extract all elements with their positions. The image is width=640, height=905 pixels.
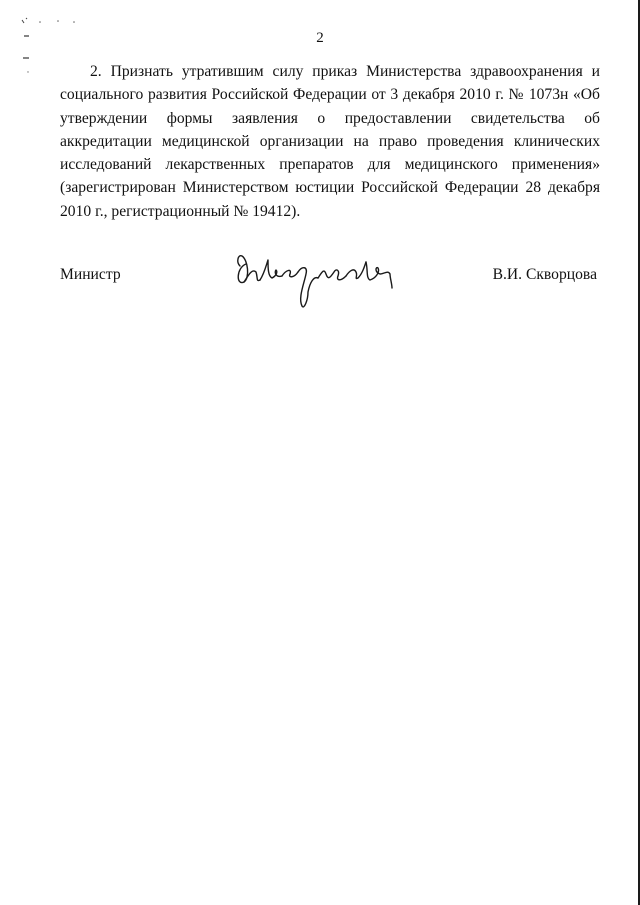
signatory-name: В.И. Скворцова <box>492 266 597 283</box>
handwritten-signature <box>230 238 410 328</box>
order-paragraph: 2. Признать утратившим силу приказ Министерства здравоохранения и социального развития Российской Федерации от 3 декабря 2010 г. № 1073н «Об утверждении формы заявления о предоставлении свидетельства об аккредитации медицинской организации на право проведения клинических исследований лекарственных препаратов для медицинского применения» (зарегистрирован Министерством юстиции Российской Федерации 28 декабря 2010 г., регистрационный № 19412). <box>60 63 600 220</box>
page-number: 2 <box>316 30 324 46</box>
signatory-role: Министр <box>60 266 121 283</box>
